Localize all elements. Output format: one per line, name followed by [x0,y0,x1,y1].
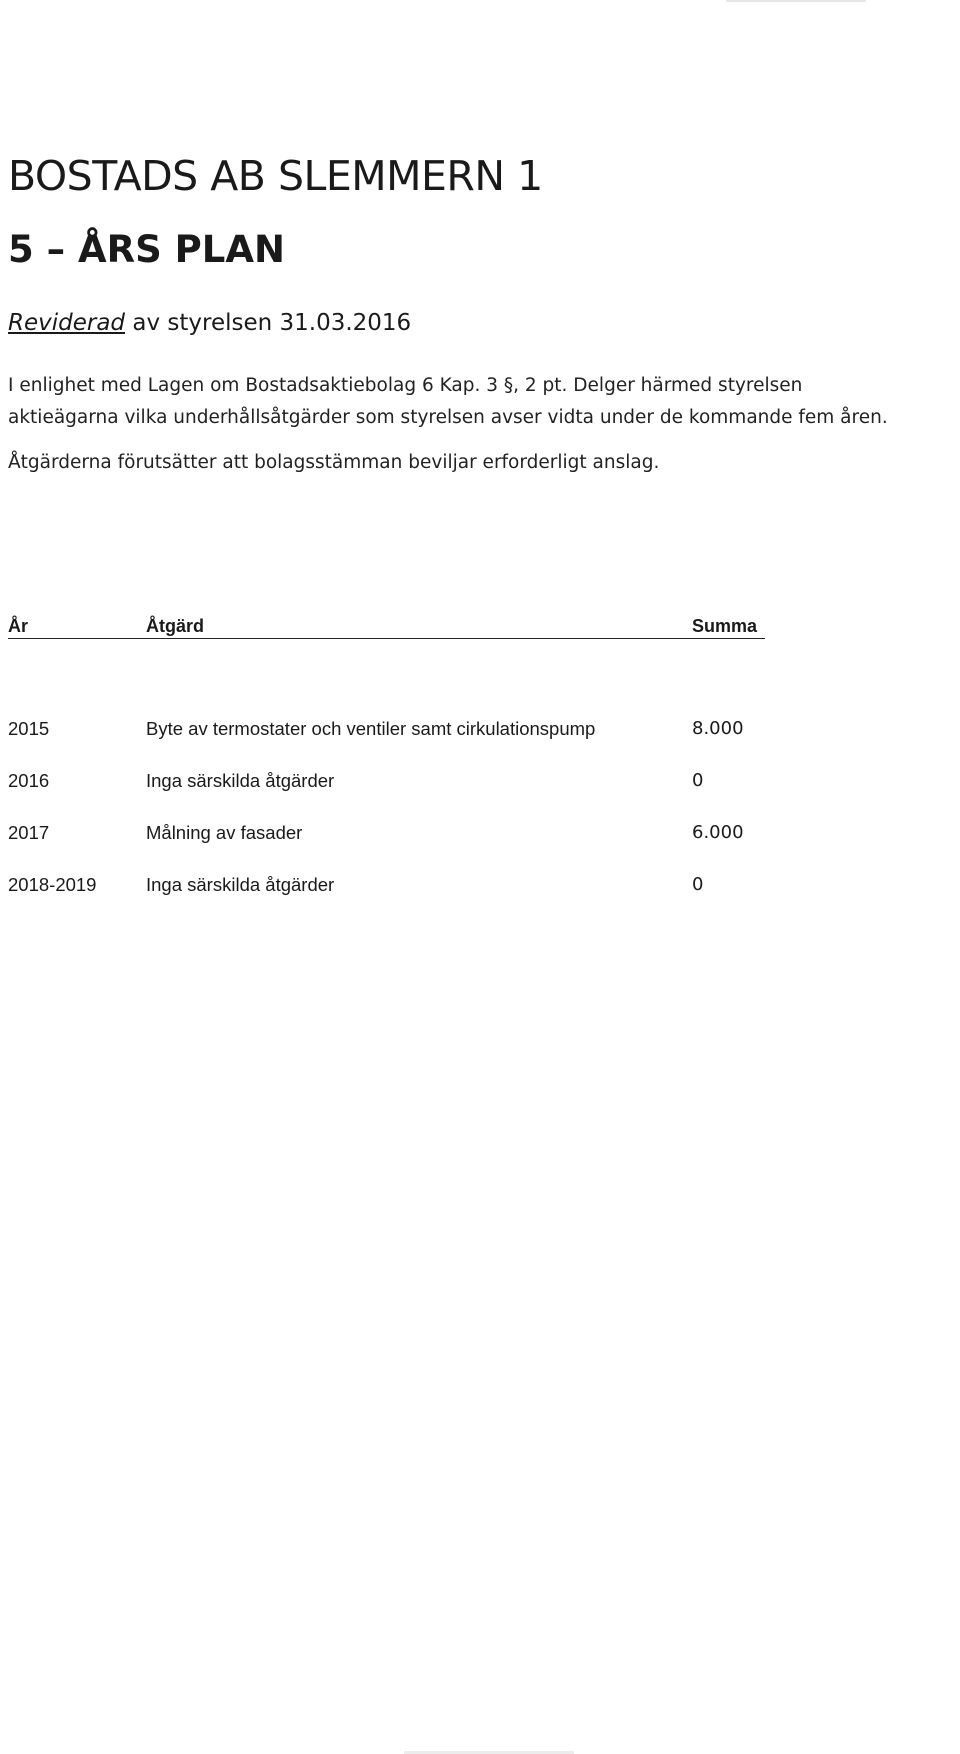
row-year: 2018-2019 [8,874,97,895]
row-sum: 0 [692,770,704,791]
intro-line: Åtgärderna förutsätter att bolagsstämman beviljar erforderligt anslag. [8,452,660,473]
intro-line: I enlighet med Lagen om Bostadsaktiebolag 6 Kap. 3 §, 2 pt. Delger härmed styrelsen [8,375,803,396]
row-year: 2016 [8,770,50,791]
plan-table-body [8,718,908,926]
revised-by-date: av styrelsen 31.03.2016 [125,310,412,336]
row-year: 2017 [8,822,50,843]
table-row [8,822,908,874]
header-sum: Summa [692,616,758,636]
table-header [8,612,765,639]
document-subtitle: 5 – ÅRS PLAN [8,228,285,271]
document-title: BOSTADS AB SLEMMERN 1 [8,152,543,200]
header-action: Åtgärd [146,616,204,636]
row-year: 2015 [8,718,50,739]
row-action: Inga särskilda åtgärder [146,770,335,791]
intro-paragraph [8,370,948,479]
row-sum: 0 [692,874,704,895]
revision-line [8,310,411,336]
table-row [8,718,908,770]
header-year: År [8,616,29,636]
scan-mark-top [726,0,866,2]
table-row [8,770,908,822]
row-sum: 6.000 [692,822,744,843]
row-action: Byte av termostater och ventiler samt cirkulationspump [146,718,596,739]
row-action: Målning av fasader [146,822,303,843]
intro-line: aktieägarna vilka underhållsåtgärder som styrelsen avser vidta under de kommande fem åren. [8,407,888,428]
table-row [8,874,908,926]
revised-word: Reviderad [8,310,126,336]
row-sum: 8.000 [692,718,744,739]
row-action: Inga särskilda åtgärder [146,874,335,895]
